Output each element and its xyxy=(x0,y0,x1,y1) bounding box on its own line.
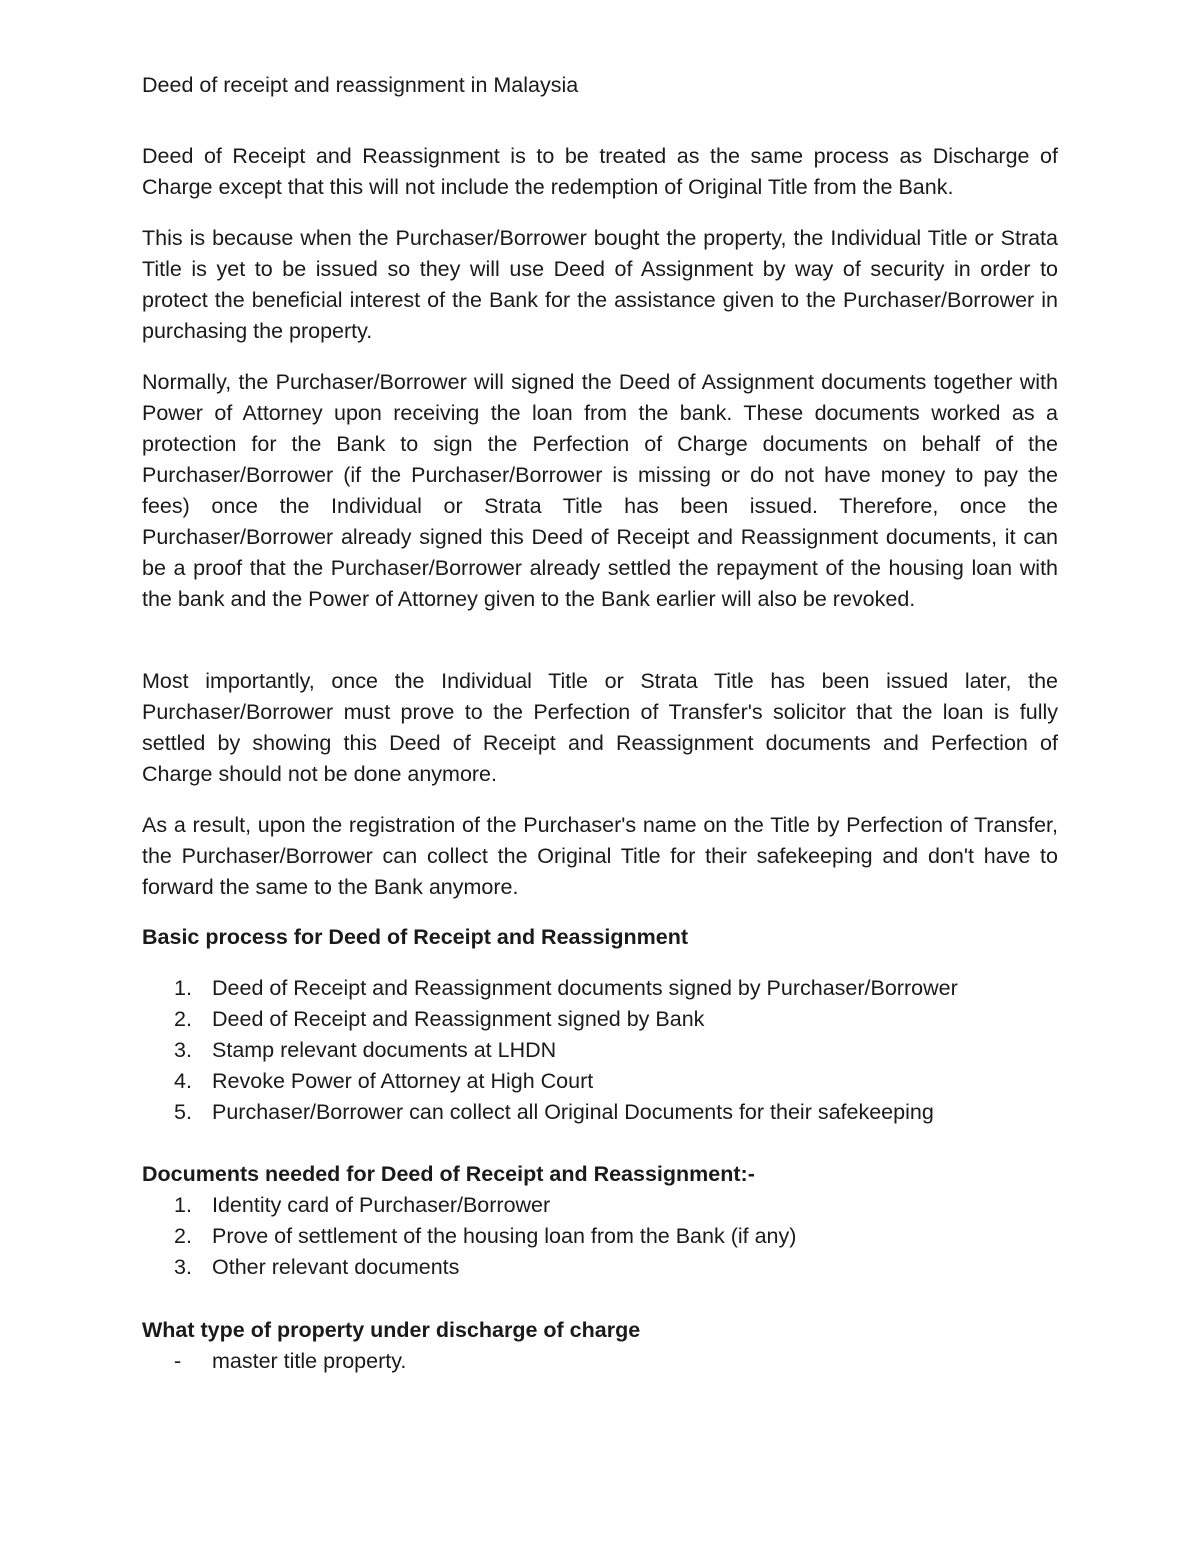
list-marker: 3. xyxy=(174,1255,192,1279)
list-item-text: Deed of Receipt and Reassignment documents signed by Purchaser/Borrower xyxy=(212,976,958,1000)
list-marker: 4. xyxy=(174,1069,192,1093)
list-item-text: Identity card of Purchaser/Borrower xyxy=(212,1193,551,1217)
paragraph-normally: Normally, the Purchaser/Borrower will signed the Deed of Assignment documents together with Power of Attorney upon receiving the loan from the bank. These documents worked as a protection for the Bank to sign the Perfection of Charge documents on behalf of the Purchaser/Borrower (if the Purchaser/Borrower is missing or do not have money to pay the fees) once the Individual or Strata Title has been issued. Therefore, once the Purchaser/Borrower already signed this Deed of Receipt and Reassignment documents, it can be a proof that the Purchaser/Borrower already settled the repayment of the housing loan with the bank and the Power of Attorney given to the Bank earlier will also be revoked. xyxy=(142,370,1058,611)
list-marker: 2. xyxy=(174,1007,192,1031)
list-item-text: Deed of Receipt and Reassignment signed by Bank xyxy=(212,1007,705,1031)
list-item xyxy=(142,1097,1058,1128)
list-item xyxy=(142,1221,1058,1252)
paragraph-result: As a result, upon the registration of the Purchaser's name on the Title by Perfection of Transfer, the Purchaser/Borrower can collect the Original Title for their safekeeping and don't have to forward the same to the Bank anymore. xyxy=(142,813,1058,899)
list-marker: 3. xyxy=(174,1038,192,1062)
list-item xyxy=(142,973,1058,1004)
list-item xyxy=(142,1252,1058,1283)
list-item xyxy=(142,1346,1058,1377)
list-item-text: Prove of settlement of the housing loan from the Bank (if any) xyxy=(212,1224,797,1248)
list-item-text: Stamp relevant documents at LHDN xyxy=(212,1038,557,1062)
list-item xyxy=(142,1190,1058,1221)
paragraph-reason: This is because when the Purchaser/Borrower bought the property, the Individual Title or Strata Title is yet to be issued so they will use Deed of Assignment by way of security in order to protect the beneficial interest of the Bank for the assistance given to the Purchaser/Borrower in purchasing the property. xyxy=(142,226,1058,343)
heading-documents-needed: Documents needed for Deed of Receipt and Reassignment:- xyxy=(142,1162,755,1186)
paragraph-intro: Deed of Receipt and Reassignment is to be treated as the same process as Discharge of Charge except that this will not include the redemption of Original Title from the Bank. xyxy=(142,144,1058,199)
list-item-text: Other relevant documents xyxy=(212,1255,460,1279)
list-item-text: Revoke Power of Attorney at High Court xyxy=(212,1069,594,1093)
list-marker: 2. xyxy=(174,1224,192,1248)
list-marker: 5. xyxy=(174,1100,192,1124)
property-type-list xyxy=(142,1346,1058,1377)
list-marker: 1. xyxy=(174,1193,192,1217)
document-title: Deed of receipt and reassignment in Malaysia xyxy=(142,73,579,97)
list-item-text: Purchaser/Borrower can collect all Original Documents for their safekeeping xyxy=(212,1100,934,1124)
basic-process-list xyxy=(142,973,1058,1128)
list-marker: 1. xyxy=(174,976,192,1000)
list-item xyxy=(142,1035,1058,1066)
paragraph-importantly: Most importantly, once the Individual Title or Strata Title has been issued later, the Purchaser/Borrower must prove to the Perfection of Transfer's solicitor that the loan is fully settled by showing this Deed of Receipt and Reassignment documents and Perfection of Charge should not be done anymore. xyxy=(142,669,1058,786)
list-marker: - xyxy=(174,1349,182,1373)
list-item xyxy=(142,1066,1058,1097)
heading-basic-process: Basic process for Deed of Receipt and Reassignment xyxy=(142,925,689,949)
list-item-text: master title property. xyxy=(212,1349,407,1373)
list-item xyxy=(142,1004,1058,1035)
heading-property-type: What type of property under discharge of charge xyxy=(142,1318,641,1342)
documents-needed-list xyxy=(142,1190,1058,1283)
